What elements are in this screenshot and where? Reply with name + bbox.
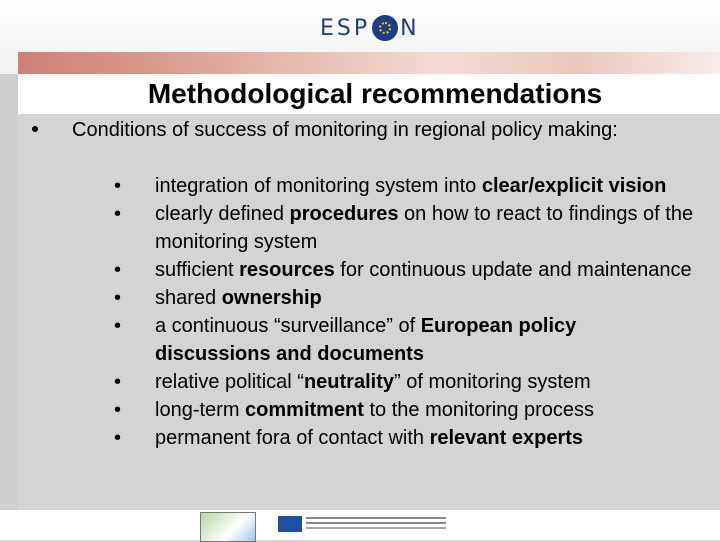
list-item (0, 172, 695, 200)
item-text: clearly defined (155, 203, 290, 225)
list-item (0, 424, 695, 452)
slide-title: Methodological recommendations (147, 78, 603, 109)
logo-text-left: ESP (320, 15, 371, 41)
item-text: integration of monitoring system into (155, 175, 482, 197)
item-text: sufficient (155, 259, 240, 281)
list-item (0, 368, 695, 396)
emphasis-text: European policy discussions and documents (155, 315, 577, 365)
item-text: on how to react to findings of the monitoring system (155, 203, 694, 253)
emphasis-text: procedures (289, 203, 399, 225)
bullet-icon: • (114, 427, 122, 449)
bullet-icon: • (114, 203, 122, 225)
item-text: for continuous update and maintenance (334, 259, 692, 281)
bullet-icon: • (114, 399, 122, 421)
slide-header (0, 0, 720, 74)
bullet-icon: • (114, 315, 122, 337)
slide-footer (0, 510, 720, 540)
espon-logo (320, 14, 420, 42)
list-item (0, 312, 695, 368)
emphasis-text: neutrality (303, 371, 394, 393)
item-text: permanent fora of contact with (155, 427, 430, 449)
emphasis-text: resources (239, 259, 335, 281)
emphasis-text: relevant experts (429, 427, 584, 449)
item-text: shared (155, 287, 222, 309)
item-text: ” of monitoring system (393, 371, 591, 393)
lead-text: Conditions of success of monitoring in regional policy making: (72, 119, 618, 141)
emphasis-text: clear/explicit vision (481, 175, 667, 197)
bullet-icon: • (114, 175, 122, 197)
eu-flag-icon (278, 516, 302, 532)
item-text: to the monitoring process (363, 399, 595, 421)
logo-text-right: N (400, 15, 420, 41)
eu-funding-text-icon (306, 517, 446, 519)
recommendation-list (0, 172, 720, 452)
bullet-icon: • (114, 371, 122, 393)
bullet-icon: • (114, 259, 122, 281)
item-text: long-term (155, 399, 246, 421)
emphasis-text: ownership (221, 287, 322, 309)
partner-logo (200, 512, 256, 542)
item-text: relative political “ (155, 371, 304, 393)
list-item (0, 284, 695, 312)
list-item (0, 396, 695, 424)
bullet-icon: • (114, 287, 122, 309)
map-banner (18, 52, 720, 74)
main-bullet-icon (32, 126, 38, 132)
list-item (0, 200, 695, 256)
espon-globe-icon (372, 15, 398, 41)
list-item (0, 256, 695, 284)
emphasis-text: commitment (245, 399, 364, 421)
item-text: a continuous “surveillance” of (155, 315, 421, 337)
